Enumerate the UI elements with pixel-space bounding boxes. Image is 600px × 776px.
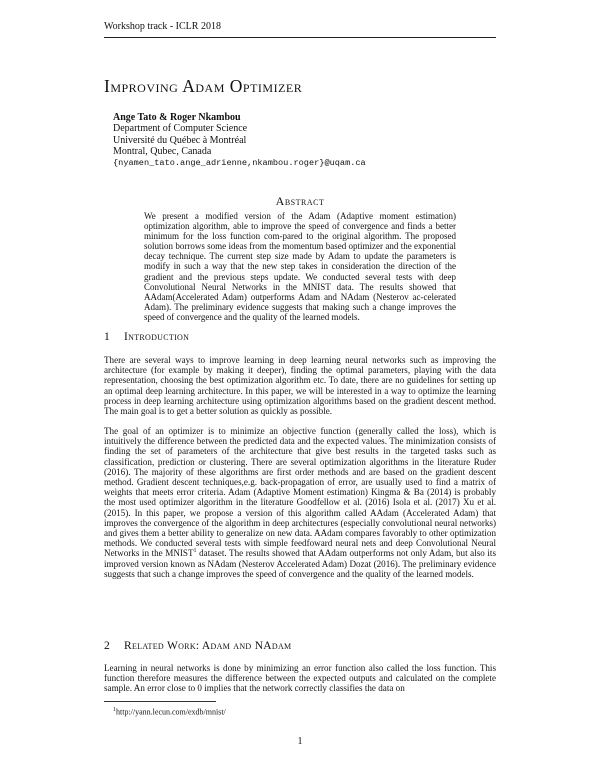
intro-paragraph-1: There are several ways to improve learning in deep learning neural networks such as improving the architecture (for example by making it deeper), finding the optimal parameters, playing with the data representation, choosing the best optimization algorithm etc. To date, there are no guidelines for setting up an optimal deep learning architecture. In this paper, we will be interested in a way to optimize the learning process in deep learning architecture using optimization algorithms based on the gradient descent method. The main goal is to get a better solution as quickly as possible. [104,355,496,417]
intro-paragraph-2 [104,426,496,579]
author-department: Department of Computer Science [113,123,248,135]
section-heading-related-work [104,640,291,652]
footnote-number: 1 [113,707,116,713]
author-names: Ange Tato & Roger Nkambou [113,112,241,123]
intro-paragraph-2-text: The goal of an optimizer is to minimize an objective function (generally called the loss), which is intuitively the difference between the predicted data and the expected values. The minimization consists of finding the set of parameters of the architecture that give best results in the targeted tasks such as classification, prediction or clustering. There are several optimization algorithms in the literature Ruder (2016). The majority of these algorithms are first order methods and are based on the gradient descent method. Gradient descent techniques,e.g. back-propagation of error, are usually used to find a matrix of weights that meets error criteria. Adam (Adaptive Moment estimation) Kingma & Ba (2014) is probably the most used optimizer algorithm in the literature Goodfellow et al. (2016) Isola et al. (2017) Xu et al. (2015). In this paper, we propose a version of this algorithm called AAdam (Accelerated Adam) that improves the convergence of the algorithm in deep architectures (especially convolutional neural networks) and gives them a better ability to generalize on new data. AAdam compares favorably to other optimization methods. We conducted several tests with simple feedfoward neural nets and deep Convolutional Neural Networks in the MNIST [104,426,496,559]
footnote-rule [104,701,216,702]
running-header: Workshop track - ICLR 2018 [104,21,221,32]
intro-paragraph-2-tail: dataset. The results showed that AAdam outperforms not only Adam, but also its improved version known as NAdam (Nesterov Accelerated Adam) Dozat (2016). The preliminary evidence suggests that such a change improves the speed of convergence and the quality of the learned models. [104,548,496,579]
author-location: Montral, Qubec, Canada [113,146,212,158]
section-heading-introduction [104,331,189,343]
abstract-heading: Abstract [275,194,325,208]
section-title: Introduction [124,331,190,343]
author-emails: {nyamen_tato.ange_adrienne,nkambou.roger}@uqam.ca [113,157,366,168]
section-number: 2 [104,640,111,652]
page-number: 1 [297,736,303,747]
abstract-body: We present a modified version of the Adam (Adaptive moment estimation) optimization algorithm, able to improve the speed of convergence and finds a better minimum for the loss function com-pared to the original algorithm. The proposed solution borrows some ideas from the momentum based optimizer and the exponential decay technique. The current step size made by Adam to update the parameters is modify in such a way that the new step takes in consideration the direction of the gradient and the previous steps update. We conducted several tests with deep Convolutional Neural Networks in the MNIST data. The results showed that AAdam(Accelerated Adam) outperforms Adam and NAdam (Nesterov ac-celerated Adam). The preliminary evidence suggests that making such a change improves the speed of convergence and the quality of the learned models. [144,211,456,322]
related-work-paragraph-1: Learning in neural networks is done by minimizing an error function also called the loss function. This function therefore measures the difference between the expected outputs and calculated on the complete sample. An error close to 0 implies that the network correctly classifies the data on [104,663,496,694]
footnote-text: http://yann.lecun.com/exdb/mnist/ [116,707,226,717]
section-number: 1 [104,331,111,343]
footnote [113,707,226,717]
header-rule [104,37,496,38]
author-university: Université du Québec à Montréal [113,134,247,146]
footnote-marker: 1 [193,548,197,555]
author-block [113,112,366,169]
section-title: Related Work: Adam and NAdam [124,640,292,652]
paper-title: Improving Adam Optimizer [104,76,303,96]
